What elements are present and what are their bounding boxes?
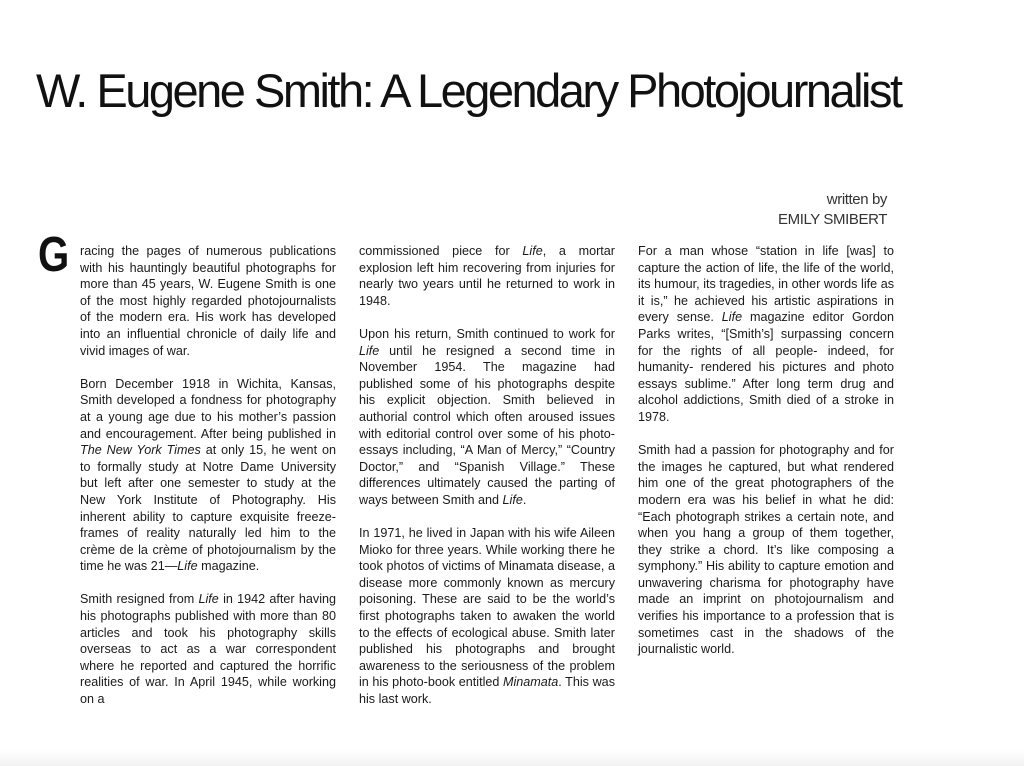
byline: [778, 190, 887, 230]
byline-author: EMILY SMIBERT: [778, 211, 887, 228]
paragraph: Smith had a passion for photography and for the images he captured, but what rendered him one of the great photographers of the modern era was his belief in what he did: “Each photograph strikes a certain note, and when you hang a group of them together, they strike a chord. It’s like composing a symphony.” His ability to capture emotion and unwavering charisma for photography have made an imprint on photojournalism and verifies his importance to a profession that is sometimes cast in the shadows of the journalistic world.: [638, 443, 894, 657]
paragraph: Smith resigned from Life in 1942 after having his photographs published with more than 80 articles and took his photography skills overseas to act as a war correspondent where he reported and captured the horrific realities of war. In April 1945, while working on a: [80, 592, 337, 707]
article-title: W. Eugene Smith: A Legendary Photojournalist: [36, 64, 901, 118]
byline-label: written by: [826, 191, 887, 208]
paragraph: Born December 1918 in Wichita, Kansas, Smith developed a fondness for photography at a young age due to his mother’s passion and encouragement. After being published in The New York Times at only 15, he went on to formally study at Notre Dame University but left after one semester to study at the New York Institute of Photography. His inherent ability to capture exquisite freeze-frames of reality naturally led him to the crème de la crème of photojournalism by the time he was 21—Life magazine.: [80, 376, 336, 574]
page-bottom-shadow: [0, 750, 1024, 766]
paragraph: racing the pages of numerous publications with his hauntingly beautiful photographs for more than 45 years, W. Eugene Smith is one of the most highly regarded photojournalists of the modern era. His work has developed into an influential chronicle of daily life and vivid images of war.: [80, 244, 336, 358]
article-column-2: [359, 243, 615, 724]
article-column-3: [638, 243, 894, 674]
drop-cap: G: [38, 228, 70, 282]
paragraph: Upon his return, Smith continued to work for Life until he resigned a second time in November 1954. The magazine had published some of his photographs despite his explicit objection. Smith believed in authorial control which often aroused issues with editorial control over some of his photo-essays including, “A Man of Mercy,” “Country Doctor,” and “Spanish Village.” These differences ultimately caused the parting of ways between Smith and Life.: [359, 326, 615, 507]
paragraph: For a man whose “station in life [was] to capture the action of life, the life of the world, its humour, its tragedies, in other words life as it is,” he achieved his artistic aspirations in every sense. Life magazine editor Gordon Parks writes, “[Smith’s] surpassing concern for the rights of all people- indeed, for humanity- rendered his pictures and photo essays sublime.” After long term drug and alcohol addictions, Smith died of a stroke in 1978.: [638, 244, 894, 424]
paragraph: commissioned piece for Life, a mortar explosion left him recovering from injuries for nearly two years until he returned to work in 1948.: [359, 244, 615, 308]
paragraph: In 1971, he lived in Japan with his wife Aileen Mioko for three years. While working there he took photos of victims of Minamata disease, a disease more commonly known as mercury poisoning. These are said to be the world’s first photographs taken to awaken the world to the effects of ecological abuse. Smith later published his photographs and brought awareness to the seriousness of the problem in his photo-book entitled Minamata. This was his last work.: [359, 526, 615, 707]
article-column-1: [80, 243, 336, 724]
